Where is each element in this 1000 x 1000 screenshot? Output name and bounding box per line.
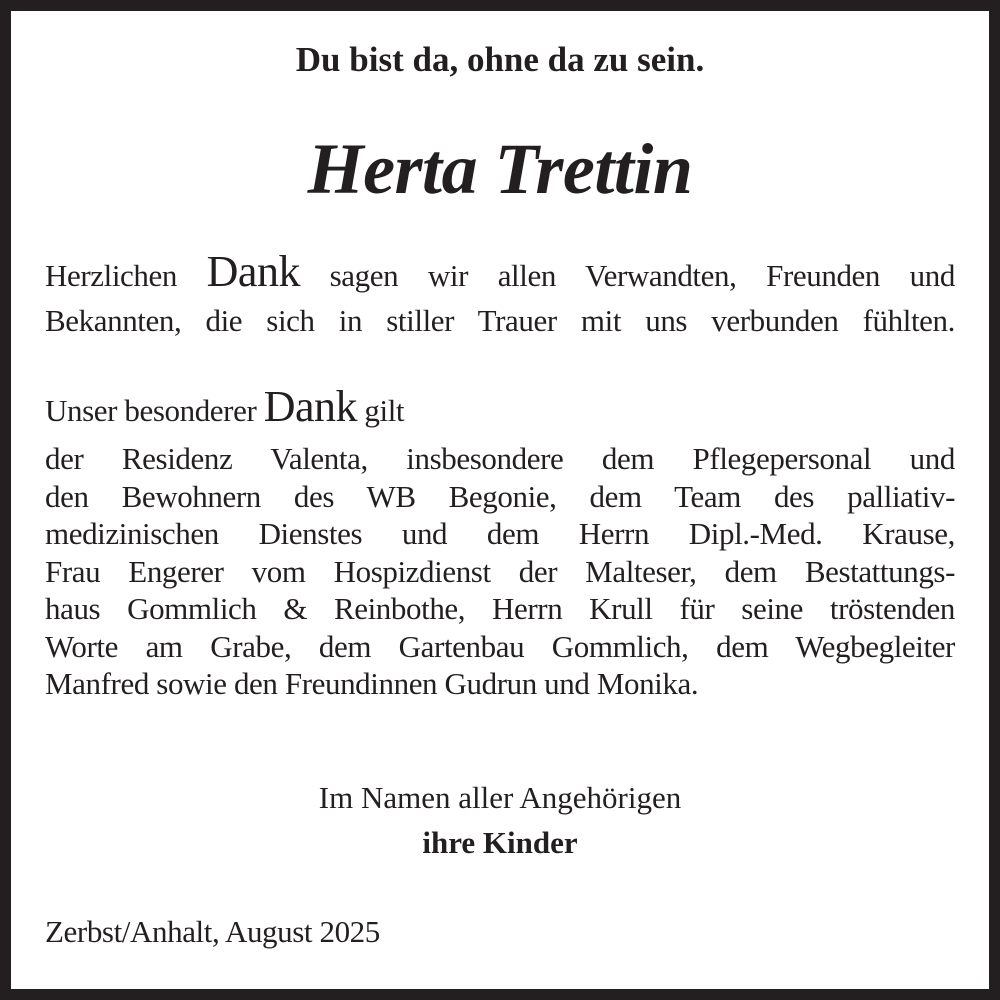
text: sagen wir allen Verwandten, Freunden und <box>329 258 955 293</box>
paragraph1-line2: Bekannten, die sich in stiller Trauer mit uns verbunden fühlten. <box>45 303 955 338</box>
paragraph2-line: medizinischen Dienstes und dem Herrn Dipl.-Med. Krause, <box>45 516 955 551</box>
paragraph2-line: Worte am Grabe, dem Gartenbau Gommlich, dem Wegbegleiter <box>45 629 955 664</box>
text: Unser besonderer <box>45 393 257 428</box>
motto: Du bist da, ohne da zu sein. <box>295 40 705 79</box>
signature-line1: Im Namen aller Angehörigen <box>318 780 682 815</box>
text: Herzlichen <box>45 258 177 293</box>
paragraph2-line: Frau Engerer vom Hospizdienst der Malteser, dem Bestattungs- <box>45 554 955 589</box>
paragraph2-line: der Residenz Valenta, insbesondere dem Pflegepersonal und <box>45 441 955 476</box>
paragraph2-intro <box>45 382 955 431</box>
deceased-name: Herta Trettin <box>307 129 693 209</box>
paragraph2-line: Manfred sowie den Freundinnen Gudrun und Monika. <box>45 666 699 701</box>
place-date: Zerbst/Anhalt, August 2025 <box>45 914 380 949</box>
text: gilt <box>364 393 405 428</box>
paragraph2-line: den Bewohnern des WB Begonie, dem Team des palliativ- <box>45 479 955 514</box>
dank-emphasis: Dank <box>263 382 358 431</box>
dank-emphasis: Dank <box>206 247 300 296</box>
paragraph1-line1 <box>45 247 955 296</box>
paragraph2-line: haus Gommlich & Reinbothe, Herrn Krull für seine tröstenden <box>45 591 955 626</box>
signature-line2: ihre Kinder <box>422 825 578 860</box>
